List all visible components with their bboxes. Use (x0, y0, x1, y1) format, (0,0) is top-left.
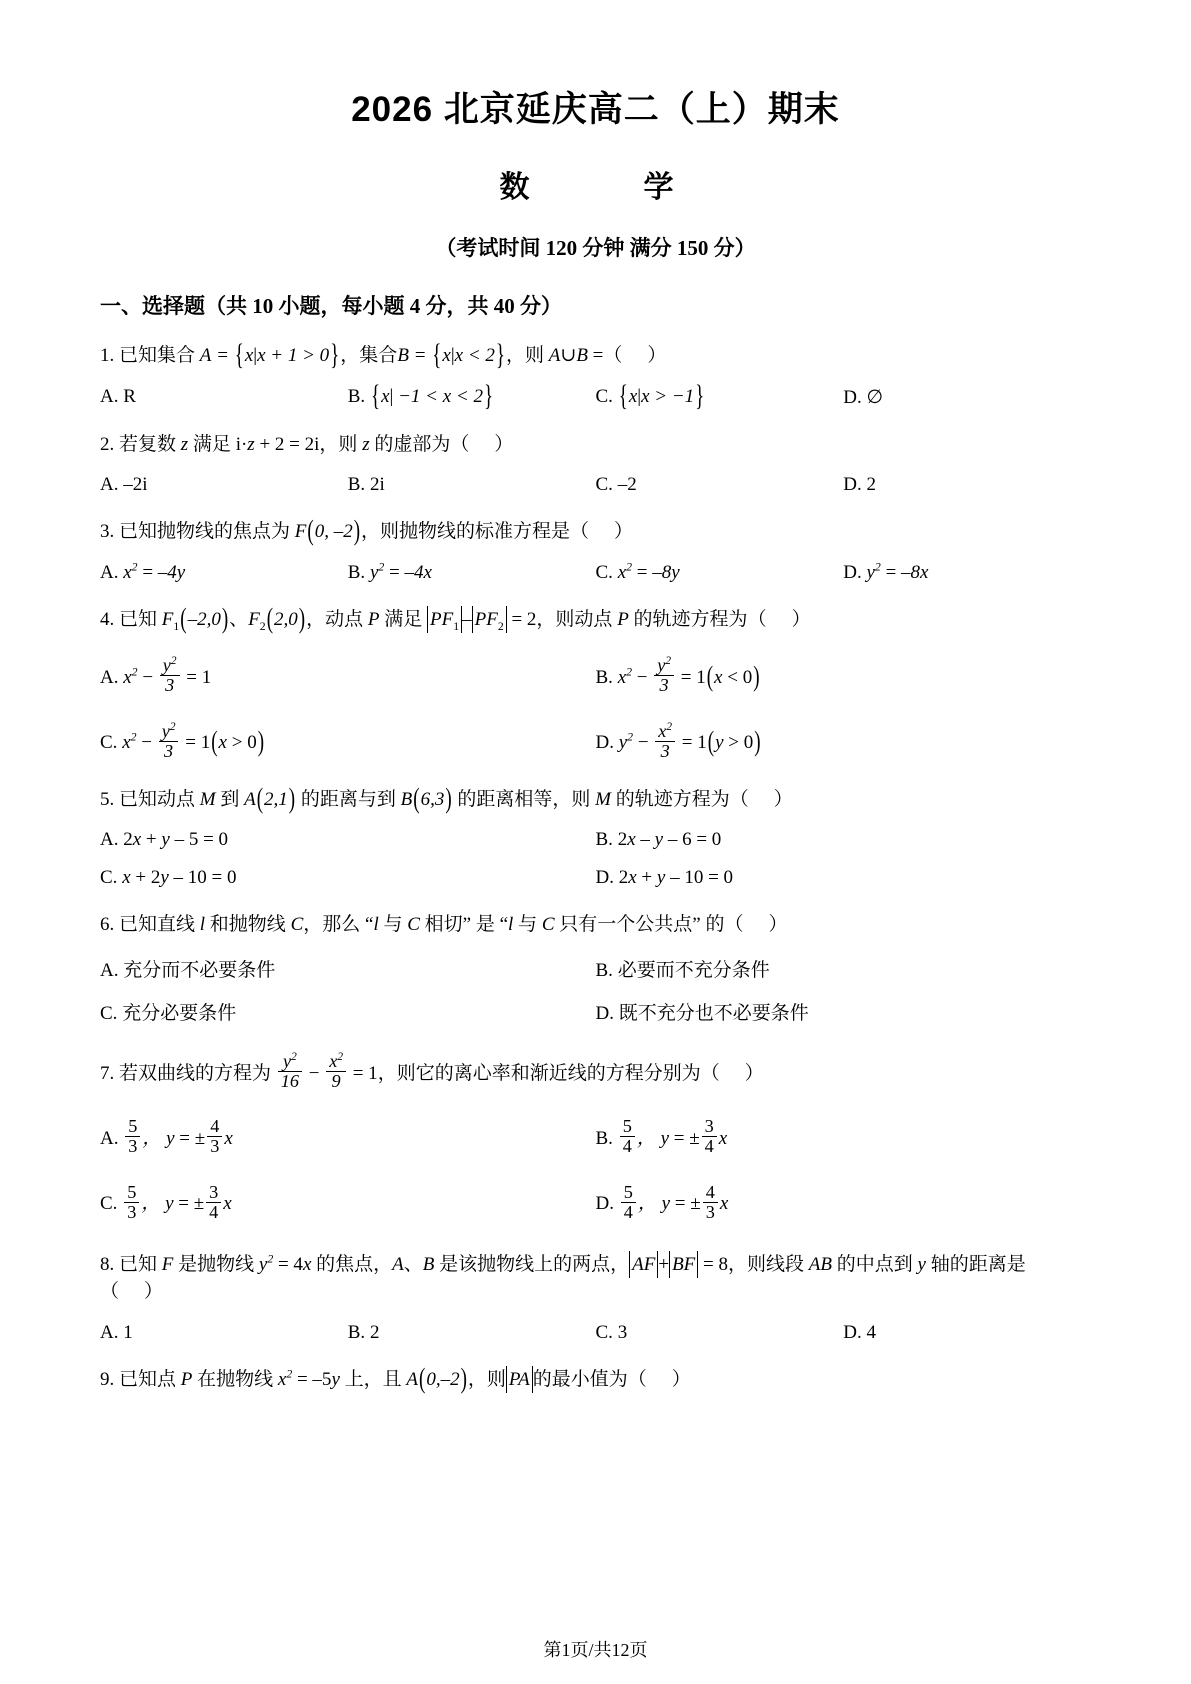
option-5-B[interactable]: B. 2x – y – 6 = 0 (595, 829, 722, 851)
question-2-stem: 若复数 z 满足 i·z + 2 = 2i，则 z 的虚部为（ ） (119, 433, 517, 455)
option-3-D[interactable]: D. $y^2 = -8x$ (843, 560, 929, 583)
question-5-number: 5. (100, 788, 115, 810)
question-9 (100, 1344, 1091, 1394)
question-3 (100, 496, 1091, 546)
option-5-C[interactable]: C. x + 2y – 10 = 0 (100, 867, 237, 889)
question-1-answer-paren: （ ） (603, 345, 670, 366)
option-5-D[interactable]: D. 2x + y – 10 = 0 (595, 867, 734, 889)
option-4-D[interactable]: D. $y^2$ − $\frac{x^2}{3}$ = 1(y > 0) (595, 720, 761, 761)
question-7-number: 7. (100, 1062, 115, 1084)
option-1-D[interactable]: D. ∅ (843, 386, 884, 408)
question-3-number: 3. (100, 521, 115, 543)
question-4-options-row2 (100, 698, 1091, 763)
option-8-B[interactable]: B. 2 (347, 1321, 380, 1343)
option-6-A[interactable]: A. 充分而不必要条件 (100, 959, 276, 981)
option-6-B[interactable]: B. 必要而不充分条件 (595, 959, 770, 981)
question-2 (100, 409, 1091, 459)
question-8-stem: 已知 F 是抛物线 $y^2 = 4x$ 的焦点，A、B 是该抛物线上的两点， AF + BF = 8，则线段 AB 的中点到 y 轴的距离是（ ） (100, 1252, 1026, 1303)
section-heading-choice: 一、选择题（共 10 小题，每小题 4 分，共 40 分） (100, 294, 562, 318)
question-7-stem: 若双曲线的方程为 $\frac{y^2}{16}$ − $\frac{x^2}{9}$ = 1，则它的离心率和渐近线的方程分别为（ ） (119, 1050, 767, 1092)
option-6-C[interactable]: C. 充分必要条件 (100, 1002, 237, 1024)
question-4-options-row1 (100, 633, 1091, 698)
option-1-A[interactable]: A. R (100, 385, 136, 407)
page-number-label: 第1页/共12页 (543, 1640, 648, 1660)
question-5-stem: 已知动点 M 到 A(2,1) 的距离与到 B(6,3) 的距离相等，则 M 的轨迹方程为（ ） (119, 783, 796, 815)
question-2-options (100, 458, 1091, 496)
option-3-B[interactable]: B. $y^2 = -4x$ (347, 560, 432, 583)
question-7 (100, 1025, 1091, 1094)
question-1 (100, 320, 1091, 370)
option-7-D[interactable]: D. $\frac{5}{4}$ ， y = ± $\frac{4}{3}$ x (595, 1181, 729, 1222)
subject-title: 数 学 (499, 171, 692, 204)
option-7-B[interactable]: B. $\frac{5}{4}$ ， y = ± $\frac{3}{4}$ x (595, 1116, 728, 1157)
question-4-number: 4. (100, 608, 115, 630)
question-3-stem: 已知抛物线的焦点为 F(0, –2)，则抛物线的标准方程是（ ） (119, 515, 637, 548)
option-8-A[interactable]: A. 1 (100, 1321, 133, 1343)
question-1-union: A∪B = (544, 345, 604, 366)
option-2-A[interactable]: A. –2i (100, 474, 148, 496)
question-6-options-row1 (100, 939, 1091, 982)
question-8-options (100, 1306, 1091, 1344)
question-1-stem-post: ，则 (506, 345, 545, 366)
option-4-B[interactable]: B. $x^2$ − $\frac{y^2}{3}$ = 1(x < 0) (595, 655, 760, 696)
option-4-A[interactable]: A. $x^2$ − $\frac{y^2}{3}$ = 1 (100, 655, 212, 696)
option-5-A[interactable]: A. 2x + y – 5 = 0 (100, 829, 229, 851)
option-8-C[interactable]: C. 3 (595, 1321, 628, 1343)
option-3-C[interactable]: C. $x^2 = -8y$ (595, 560, 680, 583)
question-4-stem: 已知 $F_1(-2,0)$、$F_2(2,0)$，动点 P 满足 $PF_1 - PF_2 = 2$，则动点 P 的轨迹方程为（ ） (119, 603, 814, 635)
question-2-number: 2. (100, 433, 115, 455)
question-5 (100, 764, 1091, 814)
question-1-stem-pre: 已知集合 (119, 345, 196, 366)
question-6-options-row2 (100, 982, 1091, 1025)
page-footer (0, 1636, 1191, 1662)
question-6-stem: 已知直线 l 和抛物线 C，那么 “l 与 C 相切” 是 “l 与 C 只有一个公共点” 的（ ） (119, 914, 791, 936)
option-2-C[interactable]: C. –2 (595, 474, 637, 496)
option-4-C[interactable]: C. $x^2$ − $\frac{y^2}{3}$ = 1(x > 0) (100, 720, 265, 761)
option-2-D[interactable]: D. 2 (843, 474, 876, 496)
question-5-options-row2 (100, 851, 1091, 889)
question-1-set-a: A = {x|x + 1 > 0} (199, 339, 340, 372)
option-1-C[interactable]: C. {x|x > −1} (595, 379, 705, 413)
question-7-options-row2 (100, 1159, 1091, 1224)
question-6 (100, 889, 1091, 939)
question-9-stem: 已知点 P 在抛物线 $x^2 = -5y$ 上，且 A(0,–2)，则 PA 的最小值为（ ） (119, 1363, 694, 1395)
option-8-D[interactable]: D. 4 (843, 1321, 876, 1343)
question-1-number: 1. (100, 345, 115, 366)
question-5-options-row1 (100, 813, 1091, 851)
question-1-options (100, 370, 1091, 413)
page-title: 2026 北京延庆高二（上）期末 (351, 90, 840, 129)
option-6-D[interactable]: D. 既不充分也不必要条件 (595, 1002, 809, 1024)
question-1-set-b: B = {x|x < 2} (397, 339, 506, 372)
question-1-stem-mid: ，集合 (340, 345, 398, 366)
question-8 (100, 1225, 1091, 1306)
question-7-options-row1 (100, 1094, 1091, 1159)
question-8-number: 8. (100, 1253, 115, 1275)
question-3-options (100, 546, 1091, 584)
option-1-B[interactable]: B. {x| −1 < x < 2} (347, 379, 494, 413)
question-6-number: 6. (100, 914, 115, 936)
option-7-C[interactable]: C. $\frac{5}{3}$ ， y = ± $\frac{3}{4}$ x (100, 1181, 232, 1222)
option-7-A[interactable]: A. $\frac{5}{3}$ ， y = ± $\frac{4}{3}$ x (100, 1116, 233, 1157)
question-9-number: 9. (100, 1368, 115, 1390)
question-4 (100, 584, 1091, 634)
option-3-A[interactable]: A. $x^2 = -4y$ (100, 560, 186, 583)
option-2-B[interactable]: B. 2i (347, 474, 385, 496)
exam-meta: （考试时间 120 分钟 满分 150 分） (435, 236, 756, 260)
